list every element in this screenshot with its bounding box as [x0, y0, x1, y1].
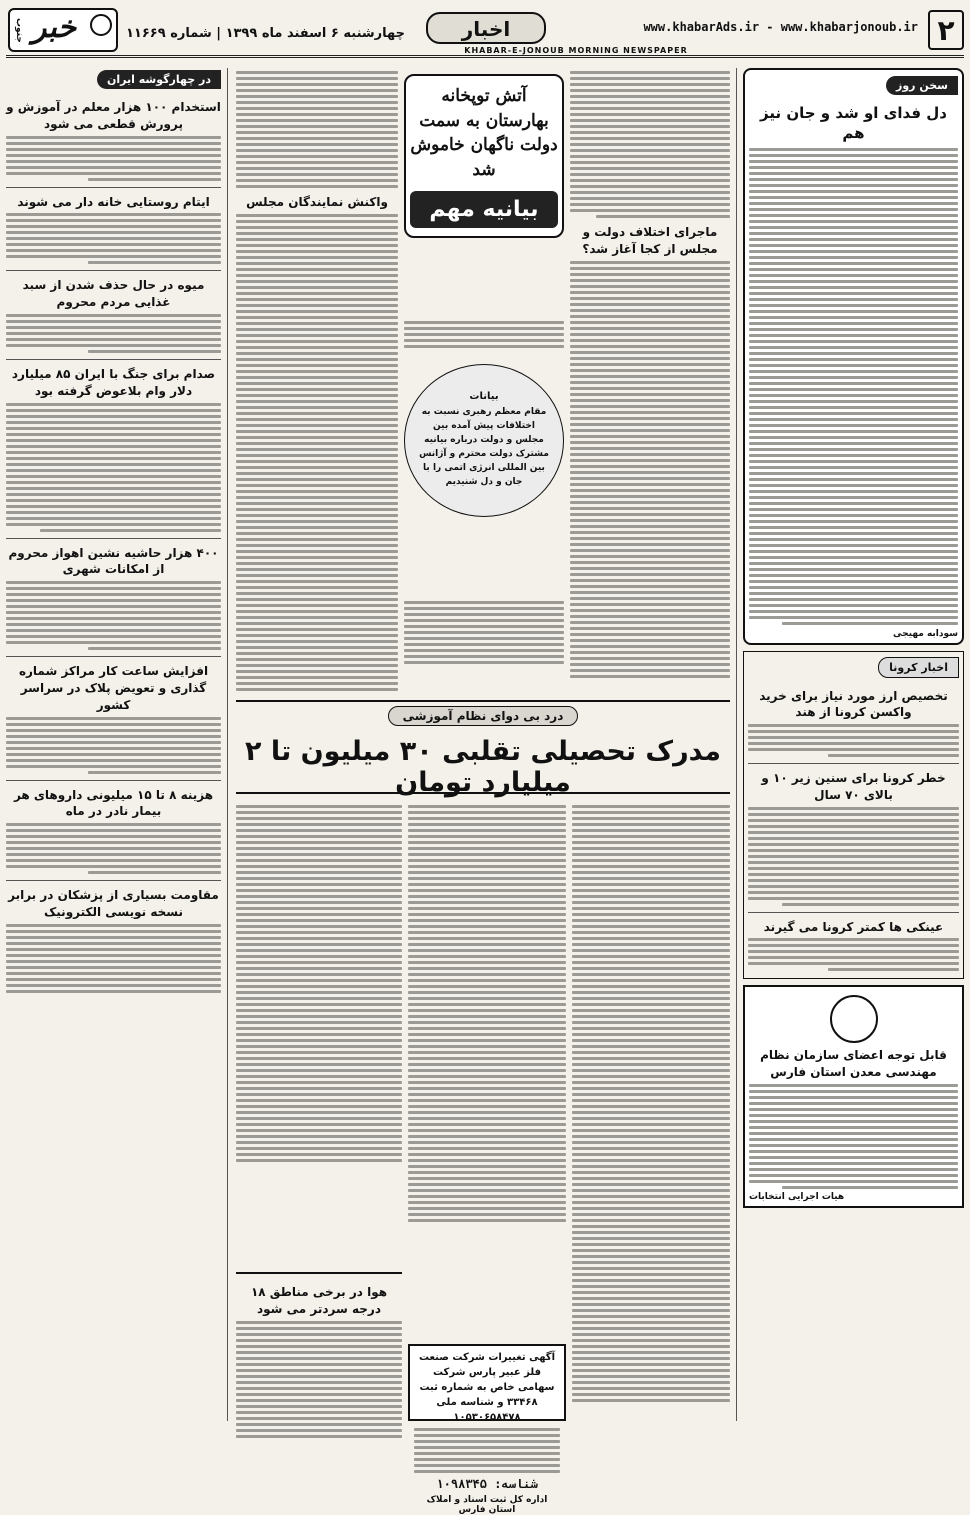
editorial-box	[743, 68, 964, 645]
english-subtitle: KHABAR-E-JONOUB MORNING NEWSPAPER	[464, 46, 688, 55]
globe-icon	[90, 14, 112, 36]
headline-ahvaz-suburbs[interactable]: ۴۰۰ هزار حاشیه نشین اهواز محروم از امکانات شهری	[8, 545, 219, 577]
ad-footer: اداره کل ثبت اسناد و املاک استان فارس	[426, 1495, 548, 1515]
organization-emblem-icon	[830, 995, 878, 1043]
ad-id-number: شناسه: ۱۰۹۸۳۴۵	[436, 1477, 538, 1491]
lead-subheading-reaction[interactable]: واکنش نمایندگان مجلس	[246, 195, 388, 209]
headline-rare-disease-drugs[interactable]: هزینه ۸ تا ۱۵ میلیونی داروهای هر بیمار نادر در ماه	[13, 787, 214, 819]
editorial-author: سودابه مهیجی	[893, 628, 958, 639]
weather-headline[interactable]: هوا در برخی مناطق ۱۸ درجه سردتر می شود	[250, 1285, 388, 1316]
logo-word: خبر	[32, 10, 77, 45]
headline-fruit-basket[interactable]: میوه در حال حذف شدن از سبد غذایی مردم محروم	[22, 278, 205, 310]
notice-title[interactable]: قابل توجه اعضای سازمان نظام مهندسی معدن استان فارس	[760, 1048, 947, 1080]
main-banner: بیانیه مهم	[410, 191, 558, 228]
headline-e-prescription[interactable]: مقاومت بسیاری از پزشکان در برابر نسخه نویسی الکترونیک	[8, 888, 219, 919]
quote-heading: بیانات	[469, 391, 499, 402]
editorial-title[interactable]: دل فدای او شد و جان نیز هم	[760, 104, 947, 143]
education-headline[interactable]: مدرک تحصیلی تقلبی ۳۰ میلیون تا ۲ میلیارد تومان	[245, 736, 721, 798]
section-title: اخبار	[426, 12, 546, 44]
website-urls[interactable]: www.khabarAds.ir - www.khabarjonoub.ir	[643, 20, 918, 34]
quote-text: مقام معظم رهبری نسبت به اختلافات پیش آمده بین مجلس و دولت درباره بیانیه مشترک دولت محترم و آژانس بین المللی انرژی اتمی را با جان و دل شنیدیم	[419, 407, 549, 487]
lead-column-3	[236, 68, 398, 688]
headline-saddam-loan[interactable]: صدام برای جنگ با ایران ۸۵ میلیارد دلار وام بلاعوض گرفته بود	[11, 366, 216, 398]
education-kicker: درد بی دوای نظام آموزشی	[388, 706, 579, 726]
corona-headline-glasses[interactable]: عینکی ها کمتر کرونا می گیرند	[763, 919, 944, 934]
editorial-tag: سخن روز	[886, 76, 958, 95]
notice-footer: هیات اجرایی انتخابات	[749, 1192, 845, 1203]
left-column	[6, 68, 228, 1421]
main-headline[interactable]: آتش توپخانه بهارستان به سمت دولت ناگهان خاموش شد	[410, 86, 558, 180]
corona-headline-vaccine[interactable]: تخصیص ارز مورد نیاز برای خرید واکسن کرونا از هند	[759, 688, 948, 720]
newspaper-logo	[8, 8, 118, 52]
headline-teacher-hiring[interactable]: استخدام ۱۰۰ هزار معلم در آموزش و پرورش قطعی می شود	[6, 100, 221, 131]
ad-heading: آگهی تغییرات شرکت صنعت فلز عبیر پارس شرکت سهامی خاص به شماره ثبت ۳۳۴۶۸ و شناسه ملی ۱۰۵۳۰۶۵۸۴۷۸	[418, 1352, 556, 1423]
regional-news-tag: در چهارگوشه ایران	[97, 70, 221, 89]
lead-column-1	[570, 68, 730, 688]
education-story	[236, 802, 730, 1515]
right-column	[736, 68, 964, 1421]
corona-news-box	[743, 651, 964, 980]
education-column-1	[572, 802, 730, 1421]
lead-column-2-bottom	[404, 598, 564, 688]
headline-plate-centers[interactable]: افزایش ساعت کار مراکز شماره گذاری و تعویض پلاک در سراسر کشور	[18, 664, 209, 712]
masthead	[6, 8, 964, 58]
leader-quote-box	[404, 364, 564, 517]
weather-story	[236, 1272, 402, 1421]
issue-date: چهارشنبه ۶ اسفند ماه ۱۳۹۹ | شماره ۱۱۶۶۹	[126, 26, 405, 41]
editorial-body	[749, 148, 958, 625]
education-story-header	[236, 700, 730, 798]
education-column-2	[408, 802, 566, 1291]
lead-story	[236, 68, 730, 688]
headline-rural-orphans[interactable]: ایتام روستایی خانه دار می شوند	[17, 194, 210, 209]
corona-tag: اخبار کرونا	[878, 657, 959, 678]
lead-subheading-origin[interactable]: ماجرای اختلاف دولت و مجلس از کجا آغاز شد؟	[582, 225, 718, 256]
page-number: ۲	[928, 10, 964, 50]
main-headline-box	[404, 74, 564, 238]
engineering-notice	[743, 985, 964, 1208]
company-change-ad	[408, 1344, 566, 1515]
logo-subword: جنوب	[14, 18, 24, 43]
corona-headline-age-risk[interactable]: خطر کرونا برای سنین زیر ۱۰ و بالای ۷۰ سال	[761, 771, 946, 802]
education-column-3	[236, 802, 402, 1261]
middle-section	[236, 68, 730, 1515]
